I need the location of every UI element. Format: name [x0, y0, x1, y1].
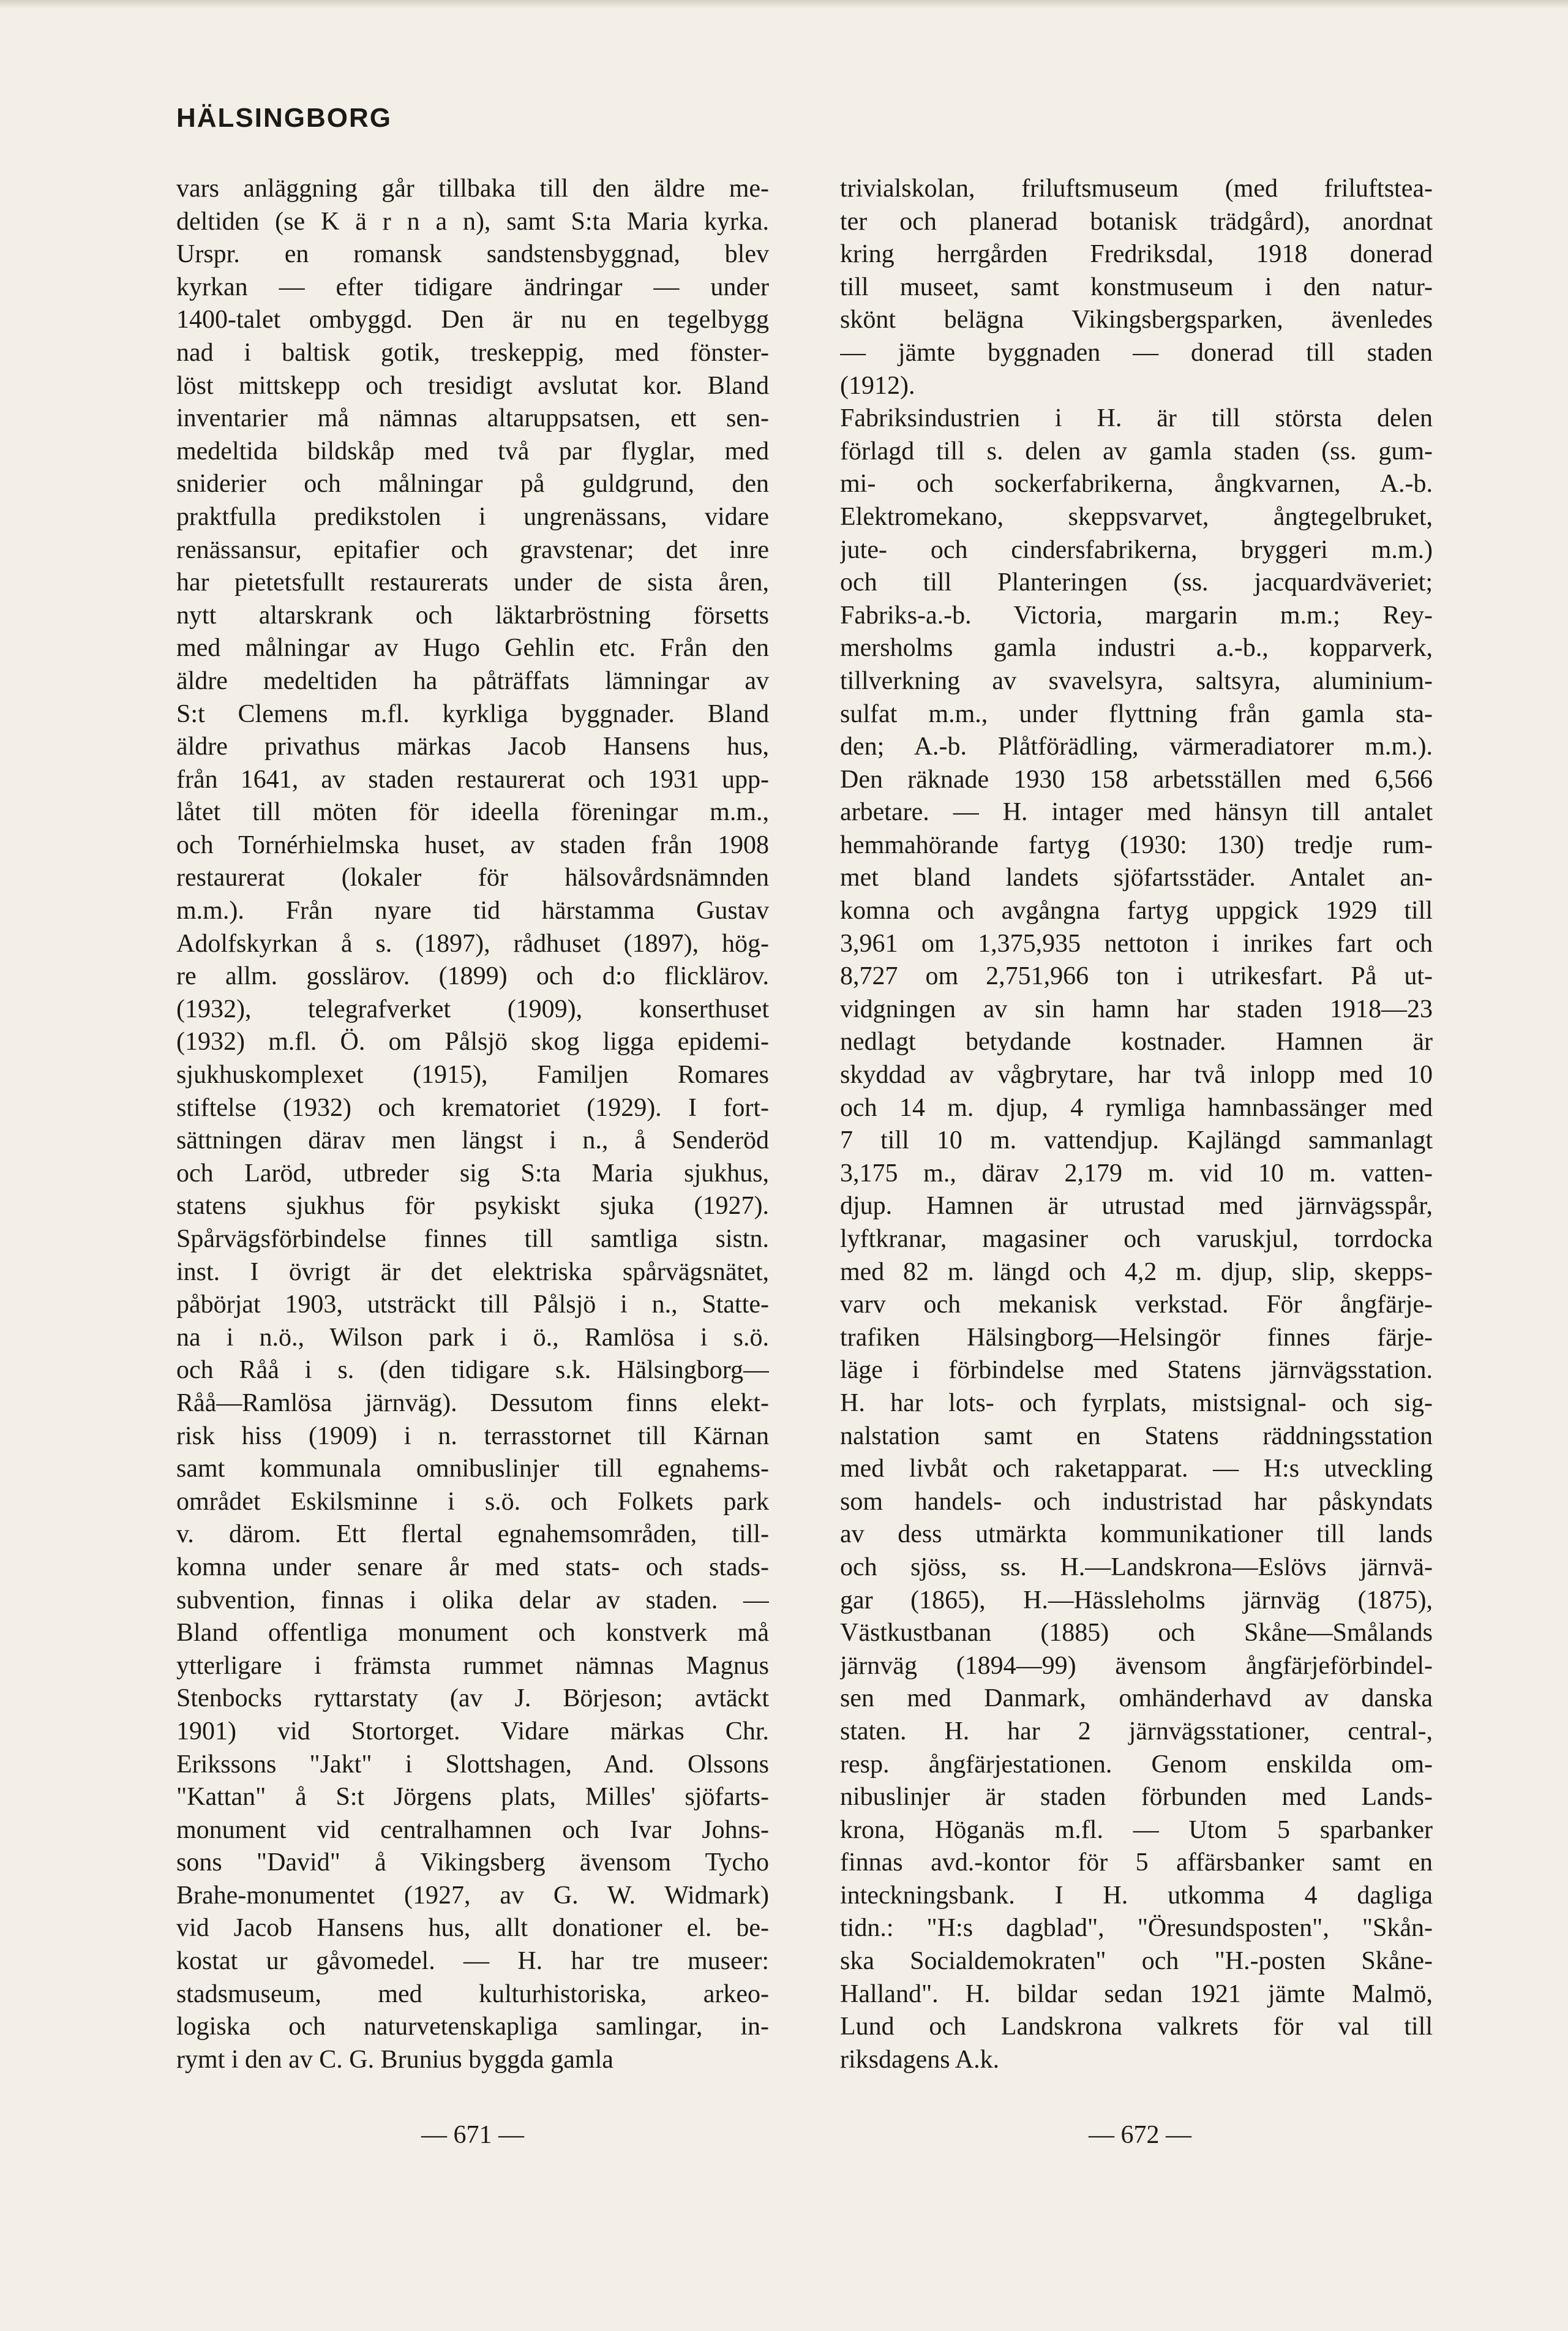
text-line: löst mittskepp och tresidigt avslutat kor. Bland	[176, 371, 769, 400]
text-line: stadsmuseum, med kulturhistoriska, arkeo-	[176, 1979, 769, 2008]
text-line: v. därom. Ett flertal egnahemsområden, till-	[176, 1520, 769, 1549]
text-line: jute- och cindersfabrikerna, bryggeri m.m.)	[840, 535, 1433, 564]
text-line: Fabriks-a.-b. Victoria, margarin m.m.; Rey-	[840, 601, 1433, 630]
text-line: vars anläggning går tillbaka till den äldre me-	[176, 175, 769, 203]
text-line: medeltida bildskåp med två par flyglar, med	[176, 437, 769, 465]
text-line: 1400-talet ombyggd. Den är nu en tegelbygg	[176, 306, 769, 334]
text-line: lyftkranar, magasiner och varuskjul, torrdocka	[840, 1225, 1433, 1253]
text-line: nytt altarskrank och läktarbröstning försetts	[176, 601, 769, 630]
text-line: Den räknade 1930 158 arbetsställen med 6,566	[840, 765, 1433, 794]
text-line: och Råå i s. (den tidigare s.k. Hälsingborg—	[176, 1356, 769, 1385]
text-line: som handels- och industristad har påskyndats	[840, 1487, 1433, 1516]
text-line: (1932) m.fl. Ö. om Pålsjö skog ligga epidemi-	[176, 1028, 769, 1056]
text-line: kyrkan — efter tidigare ändringar — under	[176, 273, 769, 301]
text-line: nad i baltisk gotik, treskeppig, med fönster-	[176, 338, 769, 367]
text-line: Fabriksindustrien i H. är till största delen	[840, 404, 1433, 433]
text-line: inventarier må nämnas altaruppsatsen, ett sen-	[176, 404, 769, 433]
text-line: skönt belägna Vikingsbergsparken, ävenledes	[840, 306, 1433, 334]
text-line: inst. I övrigt är det elektriska spårvägsnätet,	[176, 1257, 769, 1286]
text-line: stiftelse (1932) och krematoriet (1929). I fort-	[176, 1093, 769, 1122]
text-line: förlagd till s. delen av gamla staden (ss. gum-	[840, 437, 1433, 465]
text-line: ska Socialdemokraten" och "H.-posten Skåne-	[840, 1947, 1433, 1976]
text-line: statens sjukhus för psykiskt sjuka (1927).	[176, 1192, 769, 1221]
text-line: ytterligare i främsta rummet nämnas Magnus	[176, 1651, 769, 1680]
text-line: logiska och naturvetenskapliga samlingar, in-	[176, 2013, 769, 2041]
text-line: renässansur, epitafier och gravstenar; det inre	[176, 535, 769, 564]
text-line: praktfulla predikstolen i ungrenässans, vidare	[176, 502, 769, 531]
text-line: med 82 m. längd och 4,2 m. djup, slip, skepps-	[840, 1257, 1433, 1286]
text-line: har pietetsfullt restaurerats under de sista åren,	[176, 568, 769, 597]
text-line: Brahe-monumentet (1927, av G. W. Widmark)	[176, 1881, 769, 1910]
text-line: tillverkning av svavelsyra, saltsyra, aluminium-	[840, 666, 1433, 695]
text-line: mersholms gamla industri a.-b., kopparverk,	[840, 634, 1433, 663]
running-head: HÄLSINGBORG	[176, 103, 392, 133]
text-line: nibuslinjer är staden förbunden med Lands-	[840, 1783, 1433, 1812]
text-line: med målningar av Hugo Gehlin etc. Från den	[176, 634, 769, 663]
page-edge	[0, 0, 1568, 9]
text-line: riksdagens A.k.	[840, 2045, 1000, 2074]
text-line: till museet, samt konstmuseum i den natur-	[840, 273, 1433, 301]
text-line: monument vid centralhamnen och Ivar Johns-	[176, 1815, 769, 1844]
text-line: finnas avd.-kontor för 5 affärsbanker samt en	[840, 1848, 1433, 1877]
text-line: nalstation samt en Statens räddningsstation	[840, 1422, 1433, 1450]
text-line: Halland". H. bildar sedan 1921 jämte Malmö,	[840, 1979, 1433, 2008]
text-line: vidgningen av sin hamn har staden 1918—23	[840, 995, 1433, 1023]
text-line: Adolfskyrkan å s. (1897), rådhuset (1897), hög-	[176, 929, 769, 958]
text-line: inteckningsbank. I H. utkomma 4 dagliga	[840, 1881, 1433, 1910]
text-line: (1932), telegrafverket (1909), konserthuset	[176, 995, 769, 1023]
text-line: läge i förbindelse med Statens järnvägsstation.	[840, 1356, 1433, 1385]
text-line: rymt i den av C. G. Brunius byggda gamla	[176, 2045, 613, 2074]
text-line: låtet till möten för ideella föreningar m.m.,	[176, 798, 769, 827]
text-line: re allm. gosslärov. (1899) och d:o flicklärov.	[176, 962, 769, 991]
text-line: vid Jacob Hansens hus, allt donationer el. be-	[176, 1914, 769, 1943]
text-line: — jämte byggnaden — donerad till staden	[840, 338, 1433, 367]
text-line: sulfat m.m., under flyttning från gamla sta-	[840, 699, 1433, 728]
text-line: nedlagt betydande kostnader. Hamnen är	[840, 1028, 1433, 1056]
text-line: met bland landets sjöfartsstäder. Antalet an-	[840, 864, 1433, 892]
text-line: och Tornérhielmska huset, av staden från 1908	[176, 830, 769, 859]
text-line: subvention, finnas i olika delar av staden. —	[176, 1586, 769, 1614]
text-line: trafiken Hälsingborg—Helsingör finnes färje-	[840, 1323, 1433, 1352]
text-line: den; A.-b. Plåtförädling, värmeradiatorer m.m.).	[840, 732, 1433, 761]
text-line: och 14 m. djup, 4 rymliga hamnbassänger med	[840, 1093, 1433, 1122]
text-line: 7 till 10 m. vattendjup. Kajlängd sammanlagt	[840, 1126, 1433, 1155]
text-line: Bland offentliga monument och konstverk må	[176, 1619, 769, 1648]
text-line: Spårvägsförbindelse finnes till samtliga sistn.	[176, 1225, 769, 1253]
text-line: m.m.). Från nyare tid härstamma Gustav	[176, 897, 769, 925]
text-line: med livbåt och raketapparat. — H:s utveckling	[840, 1455, 1433, 1483]
text-line: äldre medeltiden ha påträffats lämningar av	[176, 666, 769, 695]
text-line: gar (1865), H.—Hässleholms järnväg (1875),	[840, 1586, 1433, 1614]
text-line: påbörjat 1903, utsträckt till Pålsjö i n., Statte-	[176, 1290, 769, 1319]
text-line: kring herrgården Fredriksdal, 1918 donerad	[840, 240, 1433, 269]
text-line: äldre privathus märkas Jacob Hansens hus,	[176, 732, 769, 761]
text-line: Lund och Landskrona valkrets för val till	[840, 2013, 1433, 2041]
text-line: samt kommunala omnibuslinjer till egnahems-	[176, 1455, 769, 1483]
text-line: Urspr. en romansk sandstensbyggnad, blev	[176, 240, 769, 269]
text-line: na i n.ö., Wilson park i ö., Ramlösa i s.ö.	[176, 1323, 769, 1352]
right-column	[840, 173, 1433, 2076]
text-line: Erikssons "Jakt" i Slottshagen, And. Olssons	[176, 1750, 769, 1779]
text-line: ter och planerad botanisk trädgård), anordnat	[840, 207, 1433, 236]
text-line: H. har lots- och fyrplats, mistsignal- och sig-	[840, 1388, 1433, 1417]
text-line: varv och mekanisk verkstad. För ångfärje-	[840, 1290, 1433, 1319]
text-line: 3,961 om 1,375,935 nettoton i inrikes fart och	[840, 929, 1433, 958]
text-line: skyddad av vågbrytare, har två inlopp med 10	[840, 1061, 1433, 1090]
text-line: krona, Höganäs m.fl. — Utom 5 sparbanker	[840, 1815, 1433, 1844]
text-line: sjukhuskomplexet (1915), Familjen Romares	[176, 1061, 769, 1090]
text-line: "Kattan" å S:t Jörgens plats, Milles' sjöfarts-	[176, 1783, 769, 1812]
text-line: sons "David" å Vikingsberg ävensom Tycho	[176, 1848, 769, 1877]
text-line: Elektromekano, skeppsvarvet, ångtegelbruket,	[840, 502, 1433, 531]
text-line: trivialskolan, friluftsmuseum (med friluftstea-	[840, 175, 1433, 203]
text-line: tidn.: "H:s dagblad", "Öresundsposten", "Skån-	[840, 1914, 1433, 1943]
text-line: från 1641, av staden restaurerat och 1931 upp-	[176, 765, 769, 794]
text-line: och sjöss, ss. H.—Landskrona—Eslövs järnvä-	[840, 1553, 1433, 1581]
page-number-right: — 672 —	[1089, 2121, 1191, 2149]
text-line: S:t Clemens m.fl. kyrkliga byggnader. Bland	[176, 699, 769, 728]
text-line: mi- och sockerfabrikerna, ångkvarnen, A.-b.	[840, 470, 1433, 499]
text-line: sniderier och målningar på guldgrund, den	[176, 470, 769, 499]
text-line: området Eskilsminne i s.ö. och Folkets park	[176, 1487, 769, 1516]
text-line: (1912).	[840, 371, 915, 400]
text-line: Västkustbanan (1885) och Skåne—Smålands	[840, 1619, 1433, 1648]
text-line: och till Planteringen (ss. jacquardväveriet;	[840, 568, 1433, 597]
text-line: järnväg (1894—99) ävensom ångfärjeförbindel-	[840, 1651, 1433, 1680]
text-line: Råå—Ramlösa järnväg). Dessutom finns elekt-	[176, 1388, 769, 1417]
text-line: restaurerat (lokaler för hälsovårdsnämnden	[176, 864, 769, 892]
text-line: djup. Hamnen är utrustad med järnvägsspår,	[840, 1192, 1433, 1221]
page-number-left: — 671 —	[421, 2121, 524, 2149]
text-line: komna under senare år med stats- och stads-	[176, 1553, 769, 1581]
text-line: arbetare. — H. intager med hänsyn till antalet	[840, 798, 1433, 827]
text-line: 1901) vid Stortorget. Vidare märkas Chr.	[176, 1717, 769, 1745]
text-line: och Laröd, utbreder sig S:ta Maria sjukhus,	[176, 1159, 769, 1188]
text-line: risk hiss (1909) i n. terrasstornet till Kärnan	[176, 1422, 769, 1450]
text-line: sättningen därav men längst i n., å Senderöd	[176, 1126, 769, 1155]
text-line: av dess utmärkta kommunikationer till lands	[840, 1520, 1433, 1549]
text-line: staten. H. har 2 järnvägsstationer, central-,	[840, 1717, 1433, 1745]
text-line: resp. ångfärjestationen. Genom enskilda om-	[840, 1750, 1433, 1779]
text-line: komna och avgångna fartyg uppgick 1929 till	[840, 897, 1433, 925]
text-line: deltiden (se K ä r n a n), samt S:ta Maria kyrka.	[176, 207, 769, 236]
text-line: Stenbocks ryttarstaty (av J. Börjeson; avtäckt	[176, 1684, 769, 1713]
text-line: 8,727 om 2,751,966 ton i utrikesfart. På ut-	[840, 962, 1433, 991]
text-line: 3,175 m., därav 2,179 m. vid 10 m. vatten-	[840, 1159, 1433, 1188]
left-column	[176, 173, 769, 2076]
text-line: kostat ur gåvomedel. — H. har tre museer:	[176, 1947, 769, 1976]
text-line: hemmahörande fartyg (1930: 130) tredje rum-	[840, 830, 1433, 859]
text-line: sen med Danmark, omhänderhavd av danska	[840, 1684, 1433, 1713]
